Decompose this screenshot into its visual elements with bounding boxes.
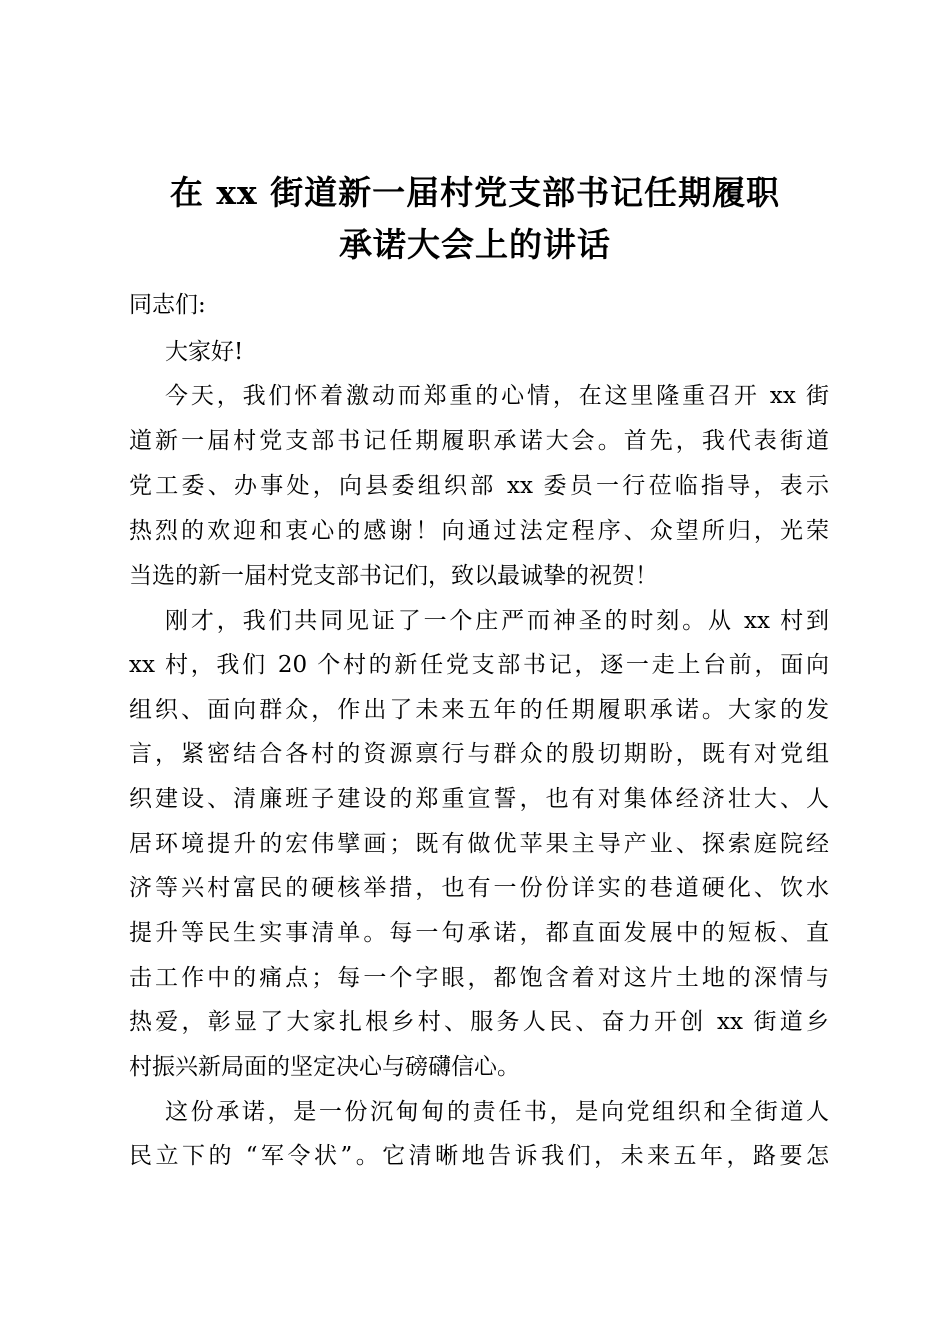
paragraph-2-line: 言，紧密结合各村的资源禀行与群众的殷切期盼，既有对党组 xyxy=(129,741,829,767)
paragraph-1-line: 当选的新一届村党支部书记们，致以最诚挚的祝贺！ xyxy=(129,563,658,589)
document-title-line-1: 在 xx 街道新一届村党支部书记任期履职 xyxy=(169,173,781,212)
paragraph-2-line: 村振兴新局面的坚定决心与磅礴信心。 xyxy=(129,1054,520,1080)
paragraph-2-line: 织建设、清廉班子建设的郑重宣誓，也有对集体经济壮大、人 xyxy=(129,786,829,812)
paragraph-2-line: 击工作中的痛点；每一个字眼，都饱含着对这片土地的深情与 xyxy=(129,965,829,991)
paragraph-2-line: 组织、面向群众，作出了未来五年的任期履职承诺。大家的发 xyxy=(129,697,829,723)
paragraph-3-line: 民立下的 “军令状”。它清晰地告诉我们，未来五年，路要怎 xyxy=(129,1143,829,1169)
paragraph-1-line: 热烈的欢迎和衷心的感谢！向通过法定程序、众望所归，光荣 xyxy=(129,518,829,544)
paragraph-1-line: 党工委、办事处，向县委组织部 xx 委员一行莅临指导，表示 xyxy=(129,473,829,499)
salutation: 同志们: xyxy=(129,292,206,318)
paragraph-2-line: xx 村，我们 20 个村的新任党支部书记，逐一走上台前，面向 xyxy=(129,652,829,678)
paragraph-1-line: 今天，我们怀着激动而郑重的心情，在这里隆重召开 xx 街 xyxy=(165,383,829,409)
paragraph-1-line: 道新一届村党支部书记任期履职承诺大会。首先，我代表街道 xyxy=(129,428,829,454)
paragraph-2-line: 热爱，彰显了大家扎根乡村、服务人民、奋力开创 xx 街道乡 xyxy=(129,1009,829,1035)
paragraph-3-line: 这份承诺，是一份沉甸甸的责任书，是向党组织和全街道人 xyxy=(165,1099,829,1125)
paragraph-2-line: 居环境提升的宏伟擘画；既有做优苹果主导产业、探索庭院经 xyxy=(129,831,829,857)
document-title-line-2: 承诺大会上的讲话 xyxy=(339,225,611,264)
paragraph-2-line: 刚才，我们共同见证了一个庄严而神圣的时刻。从 xx 村到 xyxy=(165,608,829,634)
paragraph-2-line: 提升等民生实事清单。每一句承诺，都直面发展中的短板、直 xyxy=(129,920,829,946)
paragraph-2-line: 济等兴村富民的硬核举措，也有一份份详实的巷道硬化、饮水 xyxy=(129,875,829,901)
greeting: 大家好! xyxy=(165,339,244,365)
